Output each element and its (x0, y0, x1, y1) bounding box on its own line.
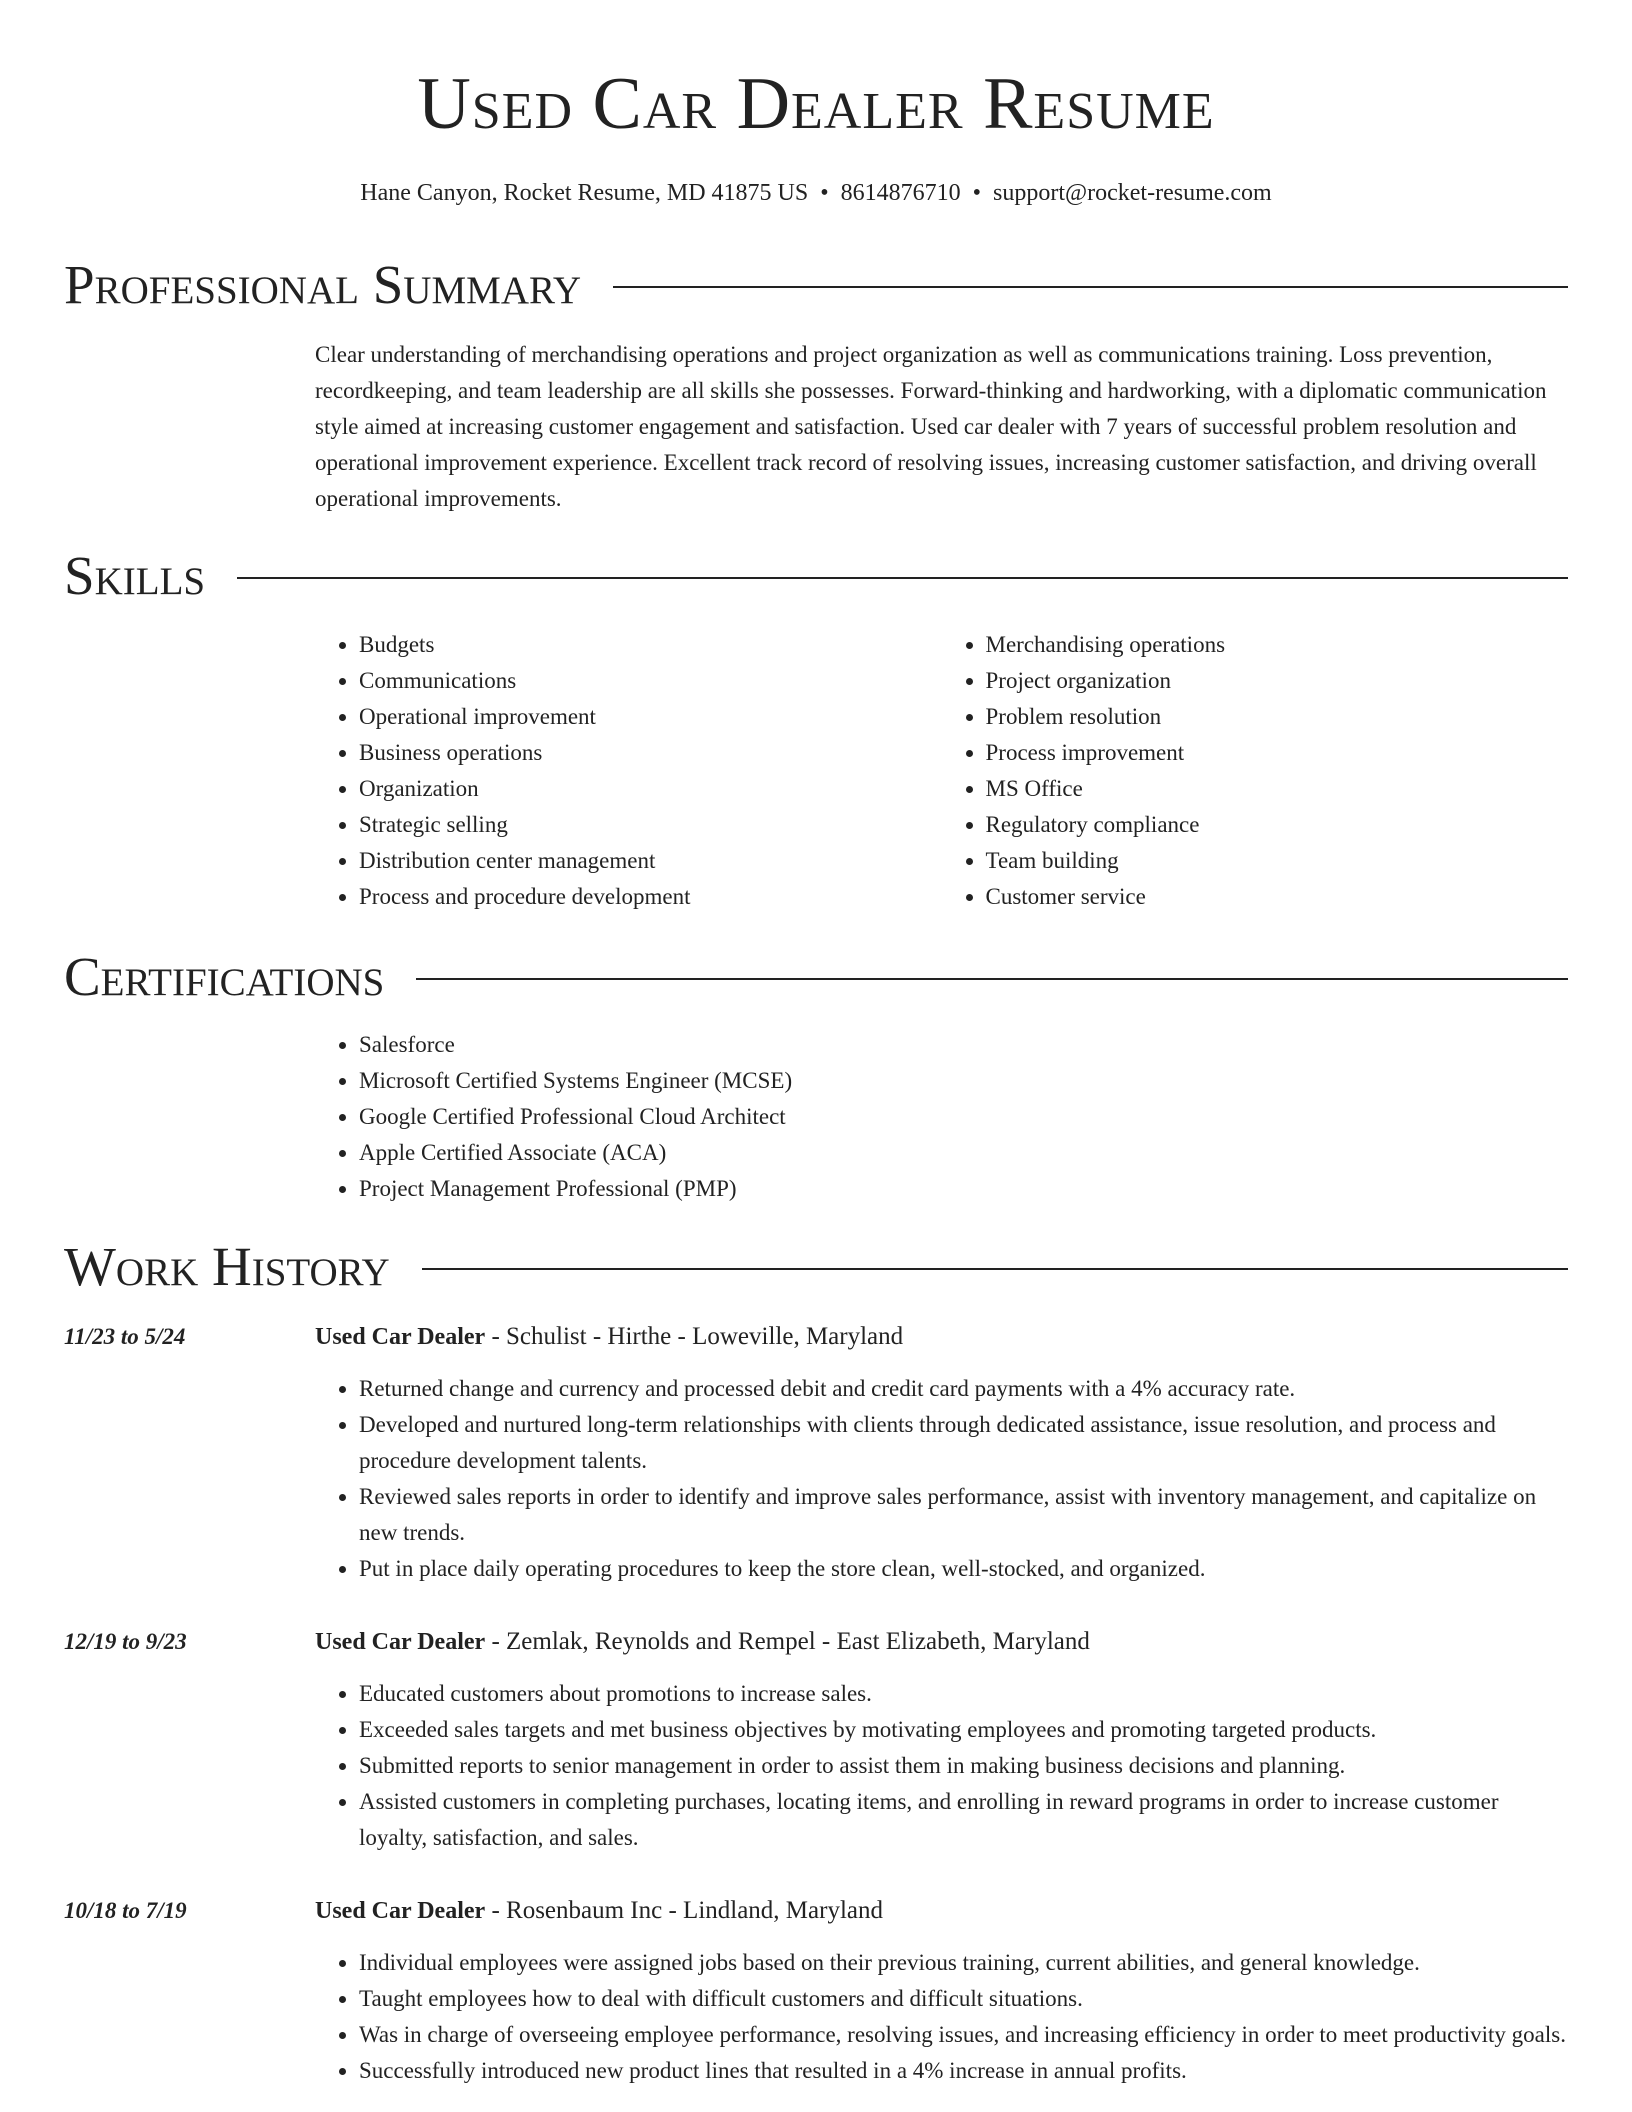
skill-item: • Distribution center management (359, 843, 942, 879)
job-bullet: • Educated customers about promotions to increase sales. (359, 1676, 1568, 1712)
skill-item: • Customer service (986, 879, 1569, 915)
summary-text: Clear understanding of merchandising operations and project organization as well as communications training. Loss prevention, recordkeeping, and team leadership are all skills she possesses. Forward-thinking and hardworking, with a diplomatic communication style aimed at increasing customer engagement and satisfaction. Used car dealer with 7 years of successful problem resolution and operational improvement experience. Excellent track record of resolving issues, increasing customer satisfaction, and driving overall operational improvements. (315, 342, 1547, 511)
job-bullet: • Developed and nurtured long-term relationships with clients through dedicated assistance, issue resolution, and process and procedure development talents. (359, 1407, 1568, 1479)
certifications-list (315, 1027, 1568, 1207)
job-bullets (315, 1371, 1568, 1587)
job-bullet: • Put in place daily operating procedures to keep the store clean, well-stocked, and organized. (359, 1551, 1568, 1587)
job-entry (315, 1893, 1568, 2089)
skills-list-right (942, 627, 1569, 915)
job-bullet: • Returned change and currency and processed debit and credit card payments with a 4% accuracy rate. (359, 1371, 1568, 1407)
contact-line (64, 178, 1568, 208)
skills-title: Skills (64, 545, 206, 606)
job-role: Used Car Dealer (315, 1629, 486, 1655)
job-bullets (315, 1676, 1568, 1856)
certifications-block (315, 1027, 1568, 1207)
section-divider (237, 577, 1568, 579)
summary-header (64, 252, 1568, 318)
job-title-line (315, 1893, 1568, 1929)
job-title-line (315, 1319, 1568, 1355)
skill-item: • Merchandising operations (986, 627, 1569, 663)
job-dates: 10/18 to 7/19 (64, 1898, 187, 1923)
job-bullet: • Individual employees were assigned jobs based on their previous training, current abilities, and general knowledge. (359, 1945, 1568, 1981)
contact-email: support@rocket-resume.com (993, 180, 1272, 206)
contact-separator: • (820, 180, 829, 206)
skills-list-left (315, 627, 942, 915)
job-bullet: • Submitted reports to senior management in order to assist them in making business decisions and planning. (359, 1748, 1568, 1784)
summary-block (315, 337, 1568, 517)
job-company: - Zemlak, Reynolds and Rempel - East Elizabeth, Maryland (485, 1628, 1090, 1655)
certification-item: • Salesforce (359, 1027, 1568, 1063)
certification-item: • Apple Certified Associate (ACA) (359, 1135, 1568, 1171)
certification-item: • Google Certified Professional Cloud Architect (359, 1099, 1568, 1135)
skill-item: • Communications (359, 663, 942, 699)
job-role: Used Car Dealer (315, 1898, 486, 1924)
skill-item: • Regulatory compliance (986, 807, 1569, 843)
section-divider (416, 978, 1568, 980)
job-bullet: • Successfully introduced new product lines that resulted in a 4% increase in annual profits. (359, 2053, 1568, 2089)
work-history-title: Work History (64, 1236, 390, 1297)
job-bullet: • Reviewed sales reports in order to identify and improve sales performance, assist with inventory management, and capitalize on new trends. (359, 1479, 1568, 1551)
certifications-title: Certifications (64, 946, 385, 1007)
contact-address: Hane Canyon, Rocket Resume, MD 41875 US (360, 180, 809, 206)
work-history-header (64, 1234, 1568, 1300)
skill-item: • MS Office (986, 771, 1569, 807)
skill-item: • Business operations (359, 735, 942, 771)
skill-item: • Process and procedure development (359, 879, 942, 915)
certification-item: • Project Management Professional (PMP) (359, 1171, 1568, 1207)
job-entry (315, 1319, 1568, 1587)
resume-page (64, 0, 1568, 2083)
job-bullet: • Was in charge of overseeing employee performance, resolving issues, and increasing efficiency in order to meet productivity goals. (359, 2017, 1568, 2053)
skills-block (315, 627, 1568, 915)
skill-item: • Organization (359, 771, 942, 807)
job-bullet: • Taught employees how to deal with difficult customers and difficult situations. (359, 1981, 1568, 2017)
job-dates: 11/23 to 5/24 (64, 1324, 186, 1349)
skill-item: • Operational improvement (359, 699, 942, 735)
skill-item: • Project organization (986, 663, 1569, 699)
job-title-line (315, 1624, 1568, 1660)
job-entry (315, 1624, 1568, 1856)
section-divider (613, 286, 1568, 288)
skill-item: • Budgets (359, 627, 942, 663)
skill-item: • Team building (986, 843, 1569, 879)
contact-phone: 8614876710 (840, 180, 961, 206)
summary-title: Professional Summary (64, 254, 582, 315)
job-company: - Schulist - Hirthe - Loweville, Maryland (485, 1323, 904, 1350)
job-bullet: • Assisted customers in completing purchases, locating items, and enrolling in reward programs in order to increase customer loyalty, satisfaction, and sales. (359, 1784, 1568, 1856)
job-bullets (315, 1945, 1568, 2089)
job-role: Used Car Dealer (315, 1324, 486, 1350)
resume-title: Used Car Dealer Resume (417, 63, 1215, 145)
job-company: - Rosenbaum Inc - Lindland, Maryland (485, 1897, 884, 1924)
skill-item: • Problem resolution (986, 699, 1569, 735)
contact-separator: • (972, 180, 982, 206)
skill-item: • Strategic selling (359, 807, 942, 843)
job-bullet: • Exceeded sales targets and met business objectives by motivating employees and promoting targeted products. (359, 1712, 1568, 1748)
section-divider (422, 1268, 1568, 1270)
skills-header (64, 543, 1568, 609)
certification-item: • Microsoft Certified Systems Engineer (MCSE) (359, 1063, 1568, 1099)
job-dates: 12/19 to 9/23 (64, 1629, 187, 1654)
skill-item: • Process improvement (986, 735, 1569, 771)
certifications-header (64, 944, 1568, 1010)
